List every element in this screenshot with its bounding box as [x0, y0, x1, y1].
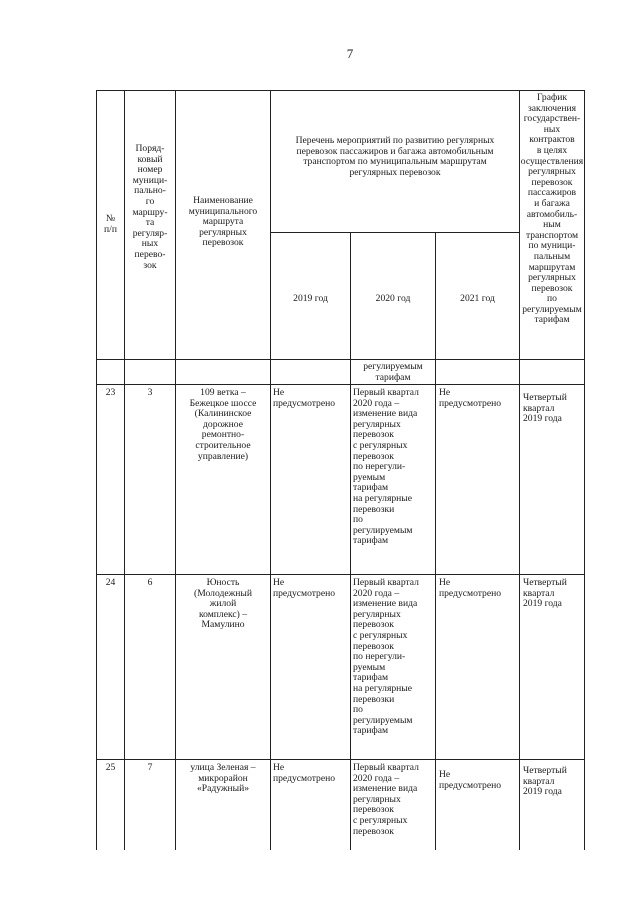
row-num: 24 [105, 577, 116, 588]
row-2021: Не предусмотрено [439, 577, 502, 599]
header-year-2020: 2020 год [375, 293, 411, 304]
row-2020: Первый квартал 2020 года – изменение вида регулярных перевозок с регулярных перевозок по нерегули- руемым тарифам на регулярные перевозки по регулируемым тарифам [353, 577, 419, 737]
row-route-name: Юность (Молодежный жилой комплекс) – Мамулино [194, 577, 252, 631]
row-schedule: Четвертый квартал 2019 года [523, 577, 567, 610]
grid-line [96, 359, 584, 360]
row-2019: Не предусмотрено [273, 577, 336, 599]
row-2021: Не предусмотрено [439, 769, 502, 791]
grid-line [96, 90, 97, 850]
grid-line [96, 90, 584, 91]
row-2019: Не предусмотрено [273, 762, 336, 784]
header-ordinal: Поряд- ковый номер муници- пально- го маршру- та регуляр- ных перево- зок [132, 143, 168, 271]
header-measures: Перечень мероприятий по развитию регулярных перевозок пассажиров и багажа автомобильным транспортом по муниципальным маршрутам регулярных перевозок [295, 135, 495, 178]
header-year-2021: 2021 год [460, 293, 495, 304]
row-ordinal: 3 [147, 387, 153, 398]
grid-line [270, 90, 271, 850]
row-num: 23 [105, 387, 116, 398]
header-year-2019: 2019 год [293, 293, 328, 304]
row-2020: Первый квартал 2020 года – изменение вида регулярных перевозок с регулярных перевозок по нерегули- руемым тарифам на регулярные перевозки по регулируемым тарифам [353, 387, 419, 547]
row-2020: Первый квартал 2020 года – изменение вида регулярных перевозок с регулярных перевозок [353, 762, 419, 837]
header-num: № п/п [104, 213, 117, 235]
carryover-text: регулируемым тарифам [363, 361, 423, 383]
row-2021: Не предусмотрено [439, 387, 502, 409]
row-ordinal: 7 [147, 762, 153, 773]
header-schedule: График заключения государствен- ных контрактов в целях осуществления регулярных перевозок пассажиров и багажа автомобиль- ным транспортом по муници- пальным маршрутам регулярных перевозок по регулируемым тарифам [520, 92, 584, 326]
grid-line [270, 232, 519, 233]
row-schedule: Четвертый квартал 2019 года [523, 392, 567, 425]
row-route-name: улица Зеленая – микрорайон «Радужный» [190, 762, 256, 795]
grid-line [435, 232, 436, 850]
row-num: 25 [105, 762, 116, 773]
grid-line [96, 384, 584, 385]
row-route-name: 109 ветка – Бежецкое шоссе (Калининское дорожное ремонтно- строительное управление) [189, 387, 257, 462]
page-number: 7 [346, 46, 354, 61]
header-route-name: Наименование муниципального маршрута регулярных перевозок [188, 195, 258, 249]
grid-line [350, 232, 351, 850]
row-ordinal: 6 [147, 577, 153, 588]
row-2019: Не предусмотрено [273, 387, 336, 409]
grid-line [96, 574, 584, 575]
grid-line [96, 759, 584, 760]
row-schedule: Четвертый квартал 2019 года [523, 765, 567, 798]
